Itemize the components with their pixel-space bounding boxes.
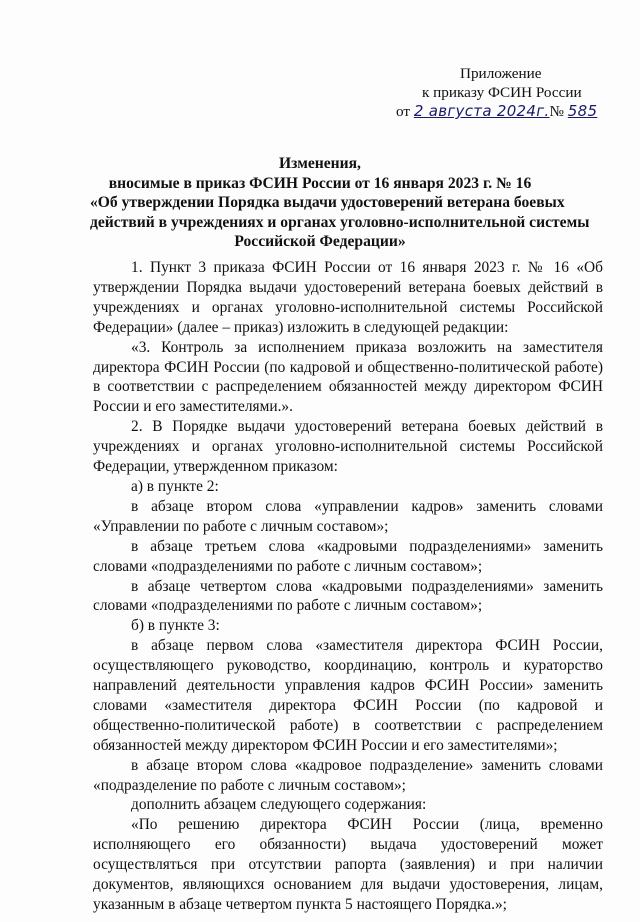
paragraph-10: в абзаце втором слова «кадровое подразделение» заменить словами «подразделение по работе с личным составом»;: [93, 756, 603, 794]
paragraph-9: в абзаце первом слова «заместителя директора ФСИН России, осуществляющего руководство, координацию, контроль и кураторство направлений деятельности управления кадров ФСИН России» заменить словами «заместителя директора ФСИН России (по кадровой и общественно-политической работе) в соответствии с распределением обязанностей между директором ФСИН России и его заместителями»;: [93, 637, 603, 754]
paragraph-6: в абзаце третьем слова «кадровыми подразделениями» заменить словами «подразделениями по работе с личным составом»;: [93, 537, 603, 575]
paragraph-5: в абзаце втором слова «управлении кадров» заменить словами «Управлении по работе с личным составом»;: [93, 497, 603, 535]
paragraph-11: дополнить абзацем следующего содержания:: [131, 796, 427, 814]
title-line-2: вносимые в приказ ФСИН России от 16 января 2023 г. № 16: [108, 174, 532, 192]
title-line-5: Российской Федерации»: [234, 233, 406, 250]
paragraph-3: 2. В Порядке выдачи удостоверений ветерана боевых действий в учреждениях и органах уголовно-исполнительной системы Российской Федерации, утвержденном приказом:: [93, 418, 603, 476]
handwritten-date: 2 августа 2024г.: [413, 102, 550, 120]
appendix-date-prefix: от: [396, 103, 411, 120]
paragraph-7: в абзаце четвертом слова «кадровыми подразделениями» заменить словами «подразделениями по работе с личным составом»;: [93, 577, 603, 615]
title-line-4: действий в учреждениях и органах уголовно-исполнительной системы: [90, 213, 590, 231]
document-body: [93, 258, 603, 915]
paragraph-1: 1. Пункт 3 приказа ФСИН России от 16 января 2023 г. № 16 «Об утверждении Порядка выдачи удостоверений ветерана боевых действий в учреждениях и органах уголовно-исполнительной системы Российской Федерации» (далее – приказ) изложить в следующей редакции:: [93, 259, 603, 336]
title-line-3: «Об утверждении Порядка выдачи удостоверений ветерана боевых: [90, 194, 565, 211]
paragraph-12: «По решению директора ФСИН России (лица, временно исполняющего его обязанности) выдача удостоверений может осуществляться при отсутствии рапорта (заявления) и при наличии документов, являющихся основанием для выдачи удостоверения, лицам, указанным в абзаце четвертом пункта 5 настоящего Порядка.»;: [93, 816, 603, 913]
handwritten-number: 585: [567, 102, 598, 120]
title-line-1: Изменения,: [279, 155, 361, 172]
appendix-header: [360, 64, 600, 121]
appendix-line-3: [360, 102, 600, 121]
paragraph-8: б) в пункте 3:: [131, 617, 220, 635]
appendix-line-2: к приказу ФСИН России: [422, 84, 582, 101]
appendix-line-1: Приложение: [460, 65, 542, 82]
paragraph-2: «3. Контроль за исполнением приказа возложить на заместителя директора ФСИН России (по кадровой и общественно-политической работе) в соответствии с распределением обязанностей между директором ФСИН России и его заместителями.».: [93, 338, 603, 416]
document-title: [90, 154, 590, 252]
paragraph-4: а) в пункте 2:: [131, 477, 219, 495]
number-sign: №: [549, 103, 564, 120]
